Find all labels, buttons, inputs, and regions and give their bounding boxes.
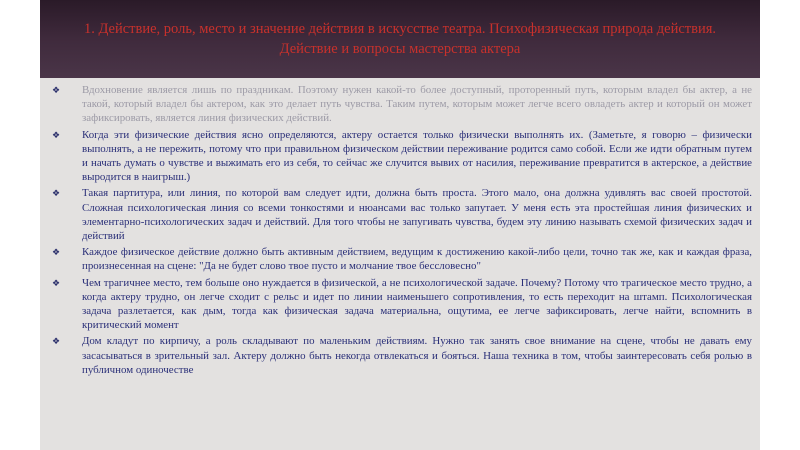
slide-title: 1. Действие, роль, место и значение действия в искусстве театра. Психофизическая природа действия. Действие и вопросы мастерства актера [83, 21, 717, 57]
diamond-bullet-icon: ❖ [52, 188, 61, 199]
diamond-bullet-icon: ❖ [52, 247, 61, 258]
list-item [50, 334, 752, 377]
paragraph-text: Когда эти физические действия ясно определяются, актеру остается только физически выполнять их. (Заметьте, я говорю – физически выполнять, а не пережить, потому что при правильном физическом действии переживание родится само собой. Если же идти обратным путем и начать думать о чувстве и выжимать его из себя, то сейчас же случится вывих от насилия, переживание превратится в актерское, а действие выродится в наигрыш.) [82, 128, 752, 184]
paragraph-text: Каждое физическое действие должно быть активным действием, ведущим к достижению какой-либо цели, точно так же, как и каждая фраза, произнесенная на сцене: "Да не будет слово твое пусто и молчание твое бессловесно" [82, 246, 752, 273]
diamond-bullet-icon: ❖ [52, 129, 61, 140]
slide-header [40, 0, 760, 78]
list-item [50, 276, 752, 333]
paragraph-text: Чем трагичнее место, тем больше оно нуждается в физической, а не психологической задаче. Почему? Потому что трагическое место трудно, а когда актеру трудно, он легче сходит с рельс и идет по линии наименьшего сопротивления, то есть переходит на штамп. Психологическая задача разлетается, как дым, тогда как физическая задача материальна, ощутима, ее легче зафиксировать, легче найти, вспомнить в критический момент [82, 276, 752, 332]
paragraph-text: Вдохновение является лишь по праздникам. Поэтому нужен какой-то более доступный, проторенный путь, которым владел бы актер, а не такой, который владел бы актером, как это делает путь чувства. Таким путем, которым может легче всего овладеть актер и который он может зафиксировать, является линия физических действий. [82, 84, 752, 125]
paragraph-text: Дом кладут по кирпичу, а роль складывают по маленьким действиям. Нужно так занять свое внимание на сцене, чтобы не давать ему засасываться в зрительный зал. Актеру должно быть некогда отвлекаться и бояться. Наша техника в том, чтобы заинтересовать себя ролью в публичном одиночестве [82, 335, 752, 376]
diamond-bullet-icon: ❖ [52, 336, 61, 347]
list-item [50, 186, 752, 243]
list-item [50, 83, 752, 126]
list-item [50, 245, 752, 273]
bullet-list [50, 83, 752, 379]
diamond-bullet-icon: ❖ [52, 277, 61, 288]
list-item [50, 128, 752, 185]
diamond-bullet-icon: ❖ [52, 85, 61, 95]
slide [40, 0, 760, 450]
paragraph-text: Такая партитура, или линия, по которой вам следует идти, должна быть проста. Этого мало, она должна удивлять вас своей простотой. Сложная психологическая линия со всеми тонкостями и нюансами вас только запутает. У меня есть эта простейшая линия физических и элементарно-психологических задач и действий. Для того чтобы не запугивать чувства, будем эту линию называть схемой физических задач и действий [82, 187, 752, 243]
